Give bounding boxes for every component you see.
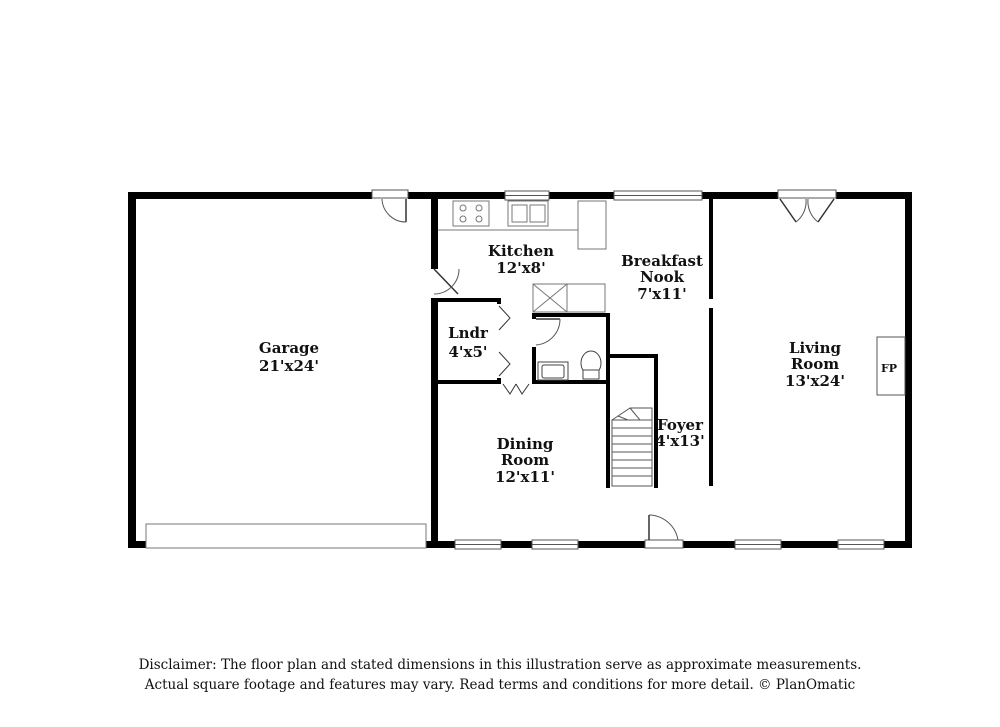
dining-name-1: Dining [496, 435, 554, 453]
nook-name-2: Nook [639, 268, 685, 286]
garage-side-door [372, 190, 408, 222]
disclaimer-line-1: Disclaimer: The floor plan and stated dimensions in this illustration serve as approximate measurements. [138, 657, 862, 673]
front-door [645, 515, 683, 550]
foyer-name: Foyer [657, 416, 703, 434]
fireplace [877, 337, 905, 395]
laundry-name: Lndr [448, 324, 488, 342]
living-dims: 13'x24' [785, 372, 845, 390]
stove-icon [453, 201, 489, 226]
foyer-dims: 4'x13' [655, 432, 705, 450]
dining-name-2: Room [500, 451, 550, 469]
powder-room-fixtures [538, 351, 601, 380]
garage-name: Garage [258, 339, 320, 357]
kitchen-name: Kitchen [487, 242, 555, 260]
dining-dims: 12'x11' [495, 468, 555, 486]
living-name-1: Living [788, 339, 842, 357]
nook-name-1: Breakfast [621, 252, 703, 270]
laundry-dims: 4'x5' [448, 343, 488, 361]
living-name-2: Room [790, 355, 840, 373]
fireplace-label: FP [880, 362, 898, 375]
staircase [612, 408, 652, 486]
living-room-french-doors [778, 190, 836, 222]
disclaimer-line-2: Actual square footage and features may vary. Read terms and conditions for more detail. © PlanOmatic [144, 677, 856, 693]
nook-dims: 7'x11' [637, 285, 687, 303]
garage-dims: 21'x24' [259, 357, 319, 375]
garage-door [146, 524, 426, 548]
kitchen-dims: 12'x8' [496, 259, 546, 277]
refrigerator-icon [578, 201, 606, 249]
